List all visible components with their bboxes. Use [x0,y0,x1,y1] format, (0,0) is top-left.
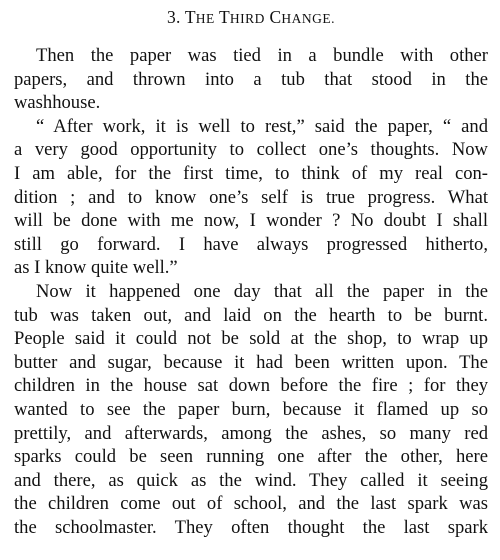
text-line: I am able, for the first time, to think of my real con- [14,162,488,184]
text-line: wanted to see the paper burn, because it flamed up so [14,398,488,420]
text-line: children in the house sat down before the fire ; for they [14,375,488,397]
chapter-number: 3. [167,7,181,27]
heading-the-rest: HE [195,11,215,26]
text-line: dition ; and to know one’s self is true progress. What [14,186,488,208]
text-line: washhouse. [14,92,101,114]
text-line: the children come out of school, and the last spark was [14,493,488,515]
text-line: papers, and thrown into a tub that stood in the [14,68,488,90]
text-line: sparks could be seen running one after the other, here [14,446,488,468]
text-line: Then the paper was tied in a bundle with other [36,45,488,66]
text-line: People said it could not be sold at the shop, to wrap up [14,328,488,350]
heading-the-initial: T [184,7,196,27]
text-line: tub was taken out, and laid on the hearth to be burnt. [14,304,488,326]
text-line: will be done with me now, I wonder ? No doubt I shall [14,210,488,232]
heading-change-initial: C [269,7,282,27]
text-line: butter and sugar, because it had been written upon. The [14,351,488,373]
chapter-heading [14,6,488,30]
text-line: as I know quite well.” [14,257,178,279]
text-line: the schoolmaster. They often thought the last spark [14,516,488,538]
text-line: and there, as quick as the wind. They called it seeing [14,469,488,491]
heading-third-initial: T [218,7,230,27]
text-line: prettily, and afterwards, among the ashes, so many red [14,422,488,444]
heading-third-rest: HIRD [229,11,265,26]
body-text [14,44,488,539]
text-line: still go forward. I have always progressed hitherto, [14,233,488,255]
text-line: Now it happened one day that all the paper in the [36,280,488,302]
heading-change-rest: HANGE. [281,11,335,26]
text-line: a very good opportunity to collect one’s thoughts. Now [14,139,488,161]
text-line: “ After work, it is well to rest,” said the paper, “ and [36,115,488,137]
